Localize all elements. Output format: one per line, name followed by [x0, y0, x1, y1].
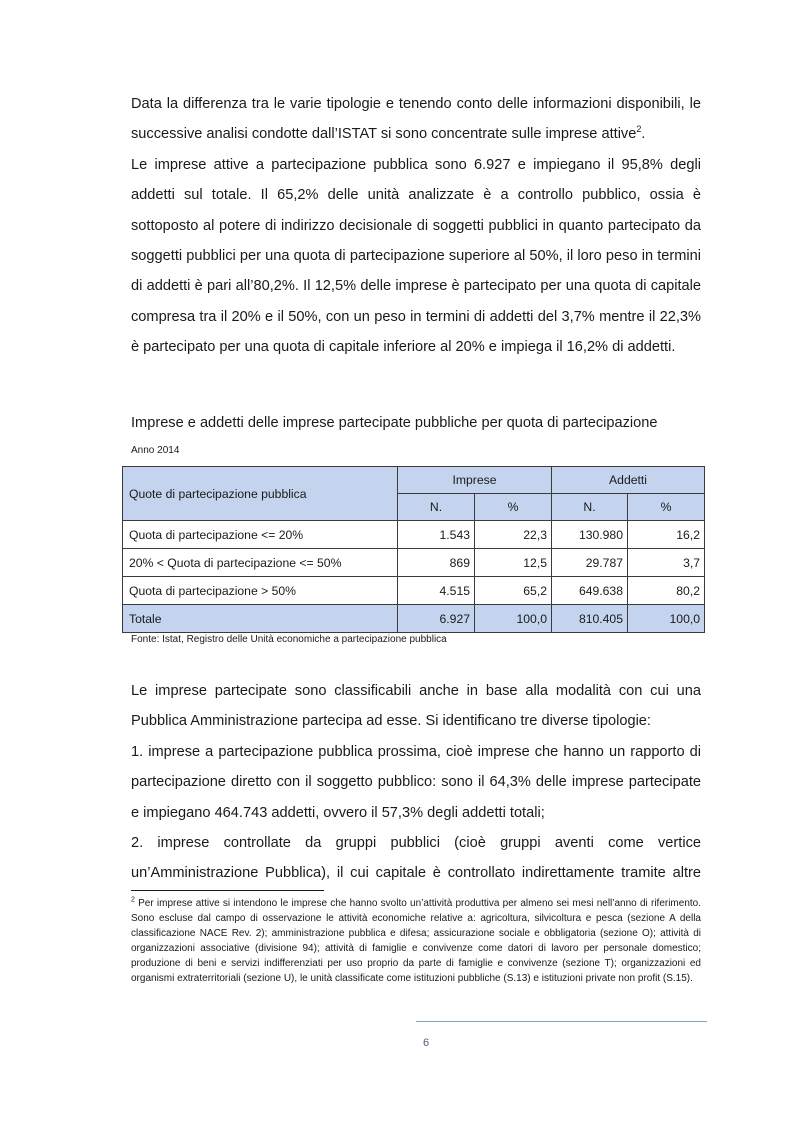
list-item: 2. imprese controllate da gruppi pubblici (cioè gruppi aventi come vertice un’Amministrazione Pubblica), il cui capitale è controllato indirettamente tramite altre — [131, 835, 701, 882]
intro-paragraph-2: Le imprese attive a partecipazione pubblica sono 6.927 e impiegano il 95,8% degli addetti sul totale. Il 65,2% delle unità analizzate è a controllo pubblico, ossia è sottoposto al potere di indirizzo decisionale di soggetti pubblici in quanto partecipato da soggetti pubblici per una quota di partecipazione superiore al 50%, il loro peso in termini di addetti è pari all’80,2%. Il 12,5% delle imprese è partecipato per una quota di capitale compresa tra il 20% e il 50%, con un peso in termini di addetti del 3,7% mentre il 22,3% è partecipato per una quota di capitale inferiore al 20% e impiega il 16,2% di addetti. — [131, 156, 701, 356]
list-item: 1. imprese a partecipazione pubblica prossima, cioè imprese che hanno un rapporto di partecipazione diretto con il soggetto pubblico: sono il 64,3% delle imprese partecipate e impiegano 464.743 addetti, ovvero il 57,3% degli addetti totali; — [131, 743, 701, 821]
header-addetti-pct: % — [628, 494, 705, 521]
intro-paragraph-1-end: . — [641, 126, 646, 143]
footnote — [131, 897, 701, 986]
total-label: Totale — [123, 605, 398, 633]
header-imprese-pct: % — [475, 494, 552, 521]
table-caption: Imprese e addetti delle imprese partecipate pubbliche per quota di partecipazione — [131, 415, 658, 431]
addetti-pct-cell: 3,7 — [628, 549, 705, 577]
addetti-n-cell: 29.787 — [552, 549, 628, 577]
table-header-row-groups — [123, 467, 705, 494]
table-row — [123, 521, 705, 549]
table-source: Fonte: Istat, Registro delle Unità economiche a partecipazione pubblica — [131, 634, 447, 645]
total-addetti-pct: 100,0 — [628, 605, 705, 633]
table-year: Anno 2014 — [131, 445, 180, 456]
imprese-pct-cell: 22,3 — [475, 521, 552, 549]
table-row — [123, 549, 705, 577]
footnote-reference[interactable]: 2 — [636, 124, 642, 135]
intro-paragraph-1-text: Data la differenza tra le varie tipologie e tenendo conto delle informazioni disponibili, le successive analisi condotte dall’ISTAT si sono concentrate sulle imprese attive — [131, 96, 701, 143]
table-row — [123, 577, 705, 605]
total-imprese-pct: 100,0 — [475, 605, 552, 633]
header-imprese-n: N. — [398, 494, 475, 521]
intro-paragraph-1 — [131, 89, 701, 150]
section2-text-block — [131, 676, 701, 889]
row-label: 20% < Quota di partecipazione <= 50% — [123, 549, 398, 577]
footnote-divider — [131, 890, 324, 891]
header-imprese: Imprese — [398, 467, 552, 494]
header-addetti-n: N. — [552, 494, 628, 521]
addetti-pct-cell: 16,2 — [628, 521, 705, 549]
imprese-n-cell: 1.543 — [398, 521, 475, 549]
page-number-divider — [416, 1021, 707, 1022]
header-addetti: Addetti — [552, 467, 705, 494]
total-addetti-n: 810.405 — [552, 605, 628, 633]
addetti-n-cell: 130.980 — [552, 521, 628, 549]
table-total-row — [123, 605, 705, 633]
footnote-mark: 2 — [131, 896, 135, 904]
participation-table — [122, 466, 705, 633]
imprese-pct-cell: 12,5 — [475, 549, 552, 577]
imprese-n-cell: 869 — [398, 549, 475, 577]
addetti-n-cell: 649.638 — [552, 577, 628, 605]
footnote-text: Per imprese attive si intendono le imprese che hanno svolto un’attività produttiva per almeno sei mesi nell’anno di riferimento. Sono escluse dal campo di osservazione le attività economiche relative a: agricoltura, silvicoltura e pesca (sezione A della classificazione NACE Rev. 2); amministrazione pubblica e difesa; assicurazione sociale e obbligatoria (sezione O); attività di organizzazioni associative (divisione 94); attività di famiglie e convivenze come datori di lavoro per personale domestico; produzione di beni e servizi indifferenziati per uso proprio da parte di famiglie e convivenze (sezione T); organizzazioni ed organismi extraterritoriali (sezione U), le unità classificate come istituzioni pubbliche (S.13) e istituzioni private non profit (S.15). — [131, 898, 701, 984]
header-quote: Quote di partecipazione pubblica — [123, 467, 398, 521]
section2-paragraph: Le imprese partecipate sono classificabili anche in base alla modalità con cui una Pubblica Amministrazione partecipa ad esse. Si identificano tre diverse tipologie: — [131, 683, 701, 730]
imprese-n-cell: 4.515 — [398, 577, 475, 605]
intro-text-block — [131, 89, 701, 363]
page-number: 6 — [422, 1037, 430, 1049]
row-label: Quota di partecipazione > 50% — [123, 577, 398, 605]
imprese-pct-cell: 65,2 — [475, 577, 552, 605]
total-imprese-n: 6.927 — [398, 605, 475, 633]
row-label: Quota di partecipazione <= 20% — [123, 521, 398, 549]
addetti-pct-cell: 80,2 — [628, 577, 705, 605]
